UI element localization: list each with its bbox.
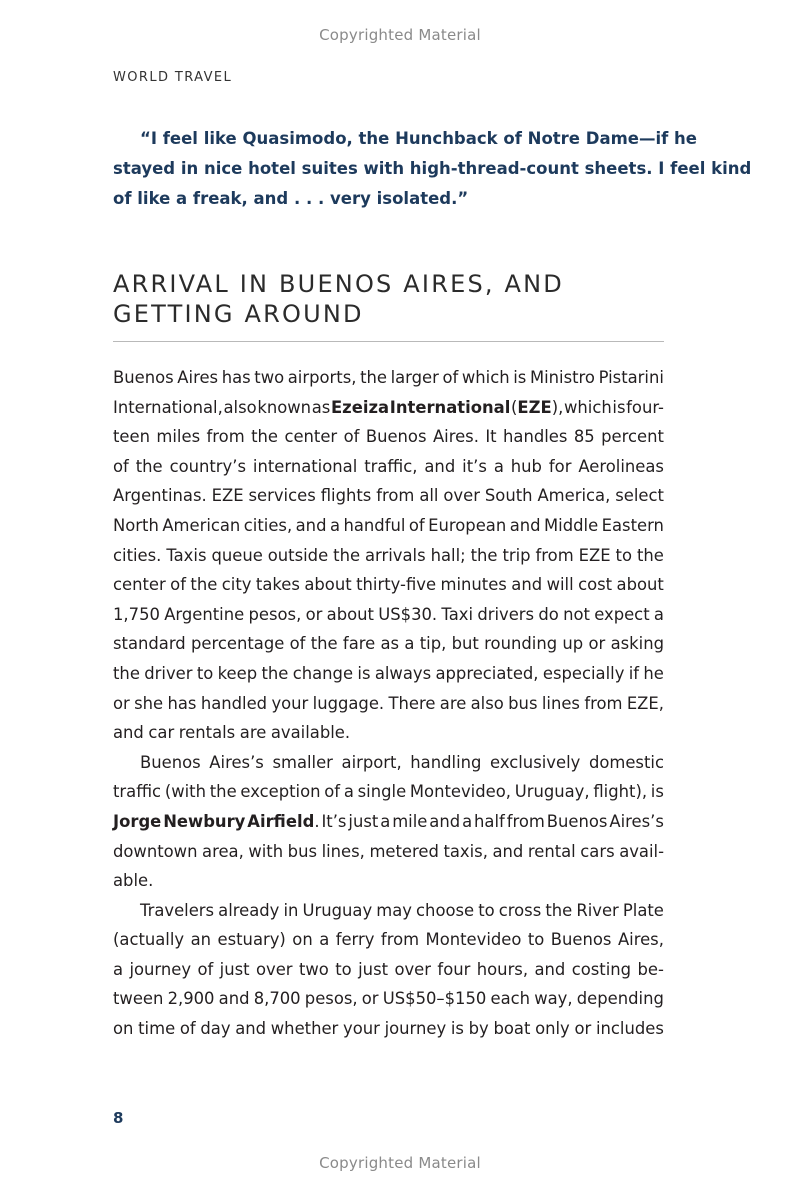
body-word: EZE: [578, 545, 611, 565]
body-word: over: [443, 486, 480, 506]
running-head: WORLD TRAVEL: [113, 70, 233, 85]
body-word: from: [506, 811, 545, 831]
body-word: from: [206, 427, 245, 447]
body-word: standard: [113, 634, 186, 654]
body-word: thirty-five: [356, 575, 437, 595]
body-word: It’s: [321, 811, 347, 831]
body-word: the: [545, 900, 573, 920]
body-word: each: [490, 989, 531, 1009]
body-word: of: [289, 634, 306, 654]
copyright-watermark-bottom: Copyrighted Material: [319, 1154, 481, 1172]
body-word: expect: [594, 604, 650, 624]
body-word: larger: [390, 368, 439, 387]
body-word: journey: [384, 1019, 447, 1039]
pull-quote-line: stayed in nice hotel suites with high-thread-count sheets. I feel kind: [113, 159, 752, 178]
body-word: all: [419, 486, 439, 506]
body-word: center: [113, 575, 166, 595]
body-word: a: [404, 634, 415, 654]
body-word: depending: [576, 989, 664, 1009]
body-word: Uruguay,: [514, 782, 590, 802]
body-word: is: [650, 782, 664, 802]
body-word: Argentinas.: [113, 486, 207, 506]
body-word: European: [428, 515, 507, 535]
body-word: and: [429, 811, 461, 831]
body-word: also: [470, 693, 504, 713]
body-word: it’s: [462, 456, 487, 476]
body-word: International,: [113, 397, 223, 417]
body-word: handled: [200, 693, 268, 713]
body-word: bus: [508, 693, 538, 713]
body-word: Buenos: [546, 811, 608, 831]
body-line: [113, 718, 664, 748]
body-word: or: [113, 693, 130, 713]
body-word: and: [509, 515, 541, 535]
body-word: and: [492, 841, 524, 861]
body-word: includes: [595, 1019, 664, 1039]
body-word: services: [248, 486, 316, 506]
body-line: [113, 659, 664, 689]
body-word: Buenos: [140, 752, 201, 772]
body-word: hall;: [430, 545, 466, 565]
body-line: [113, 600, 664, 630]
body-word: may: [376, 900, 412, 920]
body-word: Airfield.: [247, 811, 320, 831]
body-word: costing: [571, 959, 632, 979]
body-word: on: [113, 1019, 134, 1039]
body-word: to: [196, 663, 214, 683]
body-word: an: [190, 930, 212, 950]
body-word: on: [292, 930, 313, 950]
body-word: hours,: [476, 959, 529, 979]
body-word: has: [167, 693, 197, 713]
body-word: There: [388, 693, 436, 713]
body-word: lines: [541, 693, 580, 713]
body-word: of: [343, 427, 360, 447]
body-word: select: [615, 486, 664, 506]
body-word: Eastern: [601, 515, 664, 535]
body-word: fare: [342, 634, 376, 654]
body-word: be-: [637, 959, 664, 979]
body-word: a: [343, 782, 354, 802]
body-word: of: [170, 575, 186, 595]
body-word: teen: [113, 427, 150, 447]
body-word: half: [474, 811, 505, 831]
body-word: about: [304, 575, 352, 595]
body-word: journey: [129, 959, 192, 979]
body-word: mile: [392, 811, 428, 831]
body-word: keep: [217, 663, 258, 683]
body-word: the: [135, 456, 163, 476]
body-line: [113, 570, 664, 600]
body-word: Argentine: [164, 604, 245, 624]
body-word: US$30.: [378, 604, 438, 624]
body-word: able.: [113, 871, 154, 891]
body-word: car: [148, 723, 175, 743]
body-word: about: [616, 575, 664, 595]
body-word: estuary): [217, 930, 286, 950]
body-word: exclusively: [490, 752, 581, 772]
body-word: arrivals: [365, 545, 426, 565]
body-line: [113, 541, 664, 571]
pull-quote: [113, 124, 752, 214]
body-word: 1,750: [113, 604, 160, 624]
body-word: Montevideo: [425, 930, 522, 950]
body-word: percent: [601, 427, 664, 447]
body-word: handling: [410, 752, 482, 772]
body-word: just: [219, 959, 250, 979]
body-line: [113, 481, 664, 511]
body-word: up: [562, 634, 584, 654]
body-word: but: [451, 634, 479, 654]
body-word: about: [326, 604, 374, 624]
body-line: [113, 422, 664, 452]
body-word: will: [546, 575, 574, 595]
body-line: [113, 363, 664, 393]
body-word: 2,900: [167, 989, 215, 1009]
body-word: the: [190, 575, 218, 595]
body-word: Taxis: [166, 545, 207, 565]
body-word: pesos,: [304, 989, 358, 1009]
body-line: [113, 984, 664, 1014]
body-word: lines,: [321, 841, 365, 861]
body-word: drivers: [477, 604, 535, 624]
body-word: rental: [527, 841, 576, 861]
body-word: North: [113, 515, 159, 535]
body-word: 8,700: [253, 989, 301, 1009]
body-word: from: [380, 930, 420, 950]
body-word: is: [450, 1019, 464, 1039]
body-line: [113, 393, 664, 423]
body-word: change: [292, 663, 354, 683]
body-word: has: [221, 368, 251, 387]
body-word: cities,: [243, 515, 293, 535]
body-word: Newbury: [163, 811, 246, 831]
body-word: driver: [144, 663, 193, 683]
body-word: she: [134, 693, 164, 713]
body-word: a: [462, 811, 473, 831]
body-word: Jorge: [113, 811, 162, 831]
body-word: city: [221, 575, 252, 595]
body-word: to: [527, 930, 545, 950]
body-word: to: [335, 959, 352, 979]
body-word: the: [360, 368, 387, 387]
body-word: Pistarini: [598, 368, 664, 387]
body-word: takes: [255, 575, 300, 595]
section-heading-line: ARRIVAL IN BUENOS AIRES, AND: [113, 270, 564, 298]
body-word: country’s: [169, 456, 246, 476]
section-heading-line: GETTING AROUND: [113, 300, 364, 328]
body-word: luggage.: [312, 693, 385, 713]
body-word: a: [653, 604, 664, 624]
body-word: especially: [542, 663, 625, 683]
body-word: and: [534, 959, 566, 979]
body-word: or: [574, 1019, 592, 1039]
body-word: Ministro: [529, 368, 595, 387]
body-word: EZE: [211, 486, 244, 506]
body-word: of: [197, 959, 214, 979]
body-word: four-: [626, 397, 664, 417]
body-word: flights: [320, 486, 372, 506]
body-word: which: [563, 397, 612, 417]
body-word: a: [329, 515, 340, 535]
body-word: International: [389, 397, 511, 417]
body-line: [113, 837, 664, 867]
body-word: or: [305, 604, 323, 624]
body-word: and: [424, 456, 456, 476]
body-word: just: [358, 959, 389, 979]
body-word: rentals: [178, 723, 236, 743]
body-word: handful: [343, 515, 406, 535]
body-word: over: [394, 959, 432, 979]
body-word: single: [357, 782, 407, 802]
body-word: US$50–$150: [382, 989, 487, 1009]
body-word: River: [576, 900, 619, 920]
body-word: bus: [287, 841, 318, 861]
body-word: as: [311, 397, 331, 417]
body-word: choose: [416, 900, 475, 920]
body-word: trip: [502, 545, 531, 565]
body-word: Middle: [544, 515, 599, 535]
body-word: South: [484, 486, 533, 506]
body-word: exception: [240, 782, 321, 802]
body-word: Aires’s: [609, 811, 664, 831]
body-word: Travelers: [140, 900, 215, 920]
body-word: pesos,: [248, 604, 302, 624]
body-word: four: [437, 959, 471, 979]
body-word: is: [513, 368, 527, 387]
body-word: traffic,: [364, 456, 418, 476]
body-word: only: [535, 1019, 570, 1039]
body-word: airports,: [287, 368, 357, 387]
body-word: smaller: [272, 752, 333, 772]
body-line: [113, 896, 664, 926]
body-word: the: [209, 782, 237, 802]
body-line: [113, 866, 664, 896]
body-word: and: [295, 515, 327, 535]
body-line: [113, 511, 664, 541]
body-word: It: [485, 427, 497, 447]
body-word: Buenos: [365, 427, 427, 447]
body-word: not: [563, 604, 590, 624]
body-word: Plate: [622, 900, 664, 920]
body-word: of: [113, 456, 129, 476]
body-word: always: [374, 663, 432, 683]
body-word: ferry: [335, 930, 375, 950]
body-word: if: [628, 663, 640, 683]
body-word: your: [271, 693, 309, 713]
body-word: America,: [537, 486, 611, 506]
body-line: [113, 748, 664, 778]
body-word: whether: [270, 1019, 339, 1039]
body-word: are: [439, 693, 467, 713]
body-word: the: [113, 663, 140, 683]
body-line: [113, 807, 664, 837]
body-line: [113, 629, 664, 659]
body-word: time: [138, 1019, 176, 1039]
body-word: the: [310, 634, 338, 654]
body-word: handles: [503, 427, 568, 447]
body-word: asking: [610, 634, 664, 654]
body-word: American: [162, 515, 241, 535]
body-word: and: [113, 723, 144, 743]
body-line: [113, 955, 664, 985]
body-word: Aires: [177, 368, 219, 387]
body-word: a: [319, 930, 330, 950]
body-word: also: [223, 397, 257, 417]
body-word: known: [257, 397, 312, 417]
body-word: tip,: [419, 634, 447, 654]
body-word: avail-: [619, 841, 664, 861]
body-word: over: [256, 959, 293, 979]
body-word: (actually: [113, 930, 185, 950]
body-word: the: [333, 545, 361, 565]
body-word: which: [461, 368, 510, 387]
body-word: a: [113, 959, 124, 979]
body-word: your: [343, 1019, 380, 1039]
body-word: queue: [211, 545, 263, 565]
body-word: boat: [493, 1019, 531, 1039]
pull-quote-line: “I feel like Quasimodo, the Hunchback of Notre Dame—if he: [140, 129, 697, 148]
body-word: and: [235, 1019, 267, 1039]
body-word: two: [298, 959, 329, 979]
body-word: miles: [156, 427, 201, 447]
body-word: (EZE),: [511, 397, 564, 417]
body-word: minutes: [440, 575, 507, 595]
body-word: area,: [202, 841, 244, 861]
section-heading: [113, 269, 664, 342]
body-word: Montevideo,: [409, 782, 511, 802]
body-word: (with: [164, 782, 206, 802]
body-word: Ezeiza: [330, 397, 390, 417]
body-word: available.: [270, 723, 351, 743]
body-word: of: [324, 782, 341, 802]
body-word: Aires’s: [209, 752, 264, 772]
body-line: [113, 1014, 664, 1044]
body-word: downtown: [113, 841, 198, 861]
body-word: from: [376, 486, 415, 506]
body-line: [113, 925, 664, 955]
body-word: are: [239, 723, 267, 743]
body-word: way,: [534, 989, 573, 1009]
body-text: [113, 363, 664, 1044]
copyright-watermark-top: Copyrighted Material: [319, 26, 481, 44]
body-word: metered: [369, 841, 439, 861]
body-word: a: [380, 811, 391, 831]
body-word: percentage: [191, 634, 285, 654]
body-word: for: [548, 456, 572, 476]
body-word: with: [248, 841, 284, 861]
body-word: hub: [510, 456, 542, 476]
body-word: airport,: [341, 752, 402, 772]
body-word: of: [408, 515, 425, 535]
body-line: [113, 452, 664, 482]
body-word: Taxi: [441, 604, 474, 624]
body-word: rounding: [484, 634, 558, 654]
body-line: [113, 689, 664, 719]
body-word: appreciated,: [435, 663, 539, 683]
body-word: do: [538, 604, 559, 624]
body-word: he: [643, 663, 664, 683]
body-word: the: [636, 545, 664, 565]
body-word: day: [200, 1019, 231, 1039]
body-word: cost: [578, 575, 613, 595]
body-word: is: [357, 663, 371, 683]
body-word: Aires.: [432, 427, 479, 447]
body-word: traffic: [113, 782, 162, 802]
body-word: from: [535, 545, 574, 565]
body-word: of: [442, 368, 459, 387]
body-word: just: [348, 811, 379, 831]
pull-quote-line: of like a freak, and . . . very isolated.”: [113, 189, 469, 208]
body-word: tween: [113, 989, 164, 1009]
body-word: cross: [498, 900, 542, 920]
body-word: of: [179, 1019, 196, 1039]
body-word: or: [588, 634, 606, 654]
body-word: center: [284, 427, 338, 447]
body-word: a: [493, 456, 504, 476]
body-word: cars: [580, 841, 615, 861]
body-word: to: [615, 545, 633, 565]
body-word: by: [468, 1019, 489, 1039]
body-word: the: [470, 545, 498, 565]
body-word: and: [218, 989, 250, 1009]
body-word: two: [254, 368, 285, 387]
body-word: flight),: [593, 782, 648, 802]
body-word: Uruguay: [302, 900, 373, 920]
body-word: Buenos: [550, 930, 612, 950]
body-word: Aerolineas: [578, 456, 664, 476]
body-word: already: [218, 900, 280, 920]
body-word: or: [361, 989, 379, 1009]
body-word: and: [511, 575, 543, 595]
body-word: cities.: [113, 545, 162, 565]
body-word: the: [251, 427, 279, 447]
body-word: domestic: [588, 752, 664, 772]
page-number: 8: [113, 1109, 124, 1127]
body-word: Buenos: [113, 368, 174, 387]
body-line: [113, 777, 664, 807]
body-word: Aires,: [617, 930, 664, 950]
body-word: EZE,: [626, 693, 664, 713]
body-word: in: [283, 900, 299, 920]
body-word: from: [584, 693, 623, 713]
body-word: outside: [267, 545, 329, 565]
body-word: to: [478, 900, 495, 920]
body-word: 85: [573, 427, 595, 447]
body-word: taxis,: [443, 841, 488, 861]
body-word: the: [261, 663, 289, 683]
body-word: is: [612, 397, 626, 417]
body-word: international: [252, 456, 358, 476]
body-word: as: [380, 634, 400, 654]
